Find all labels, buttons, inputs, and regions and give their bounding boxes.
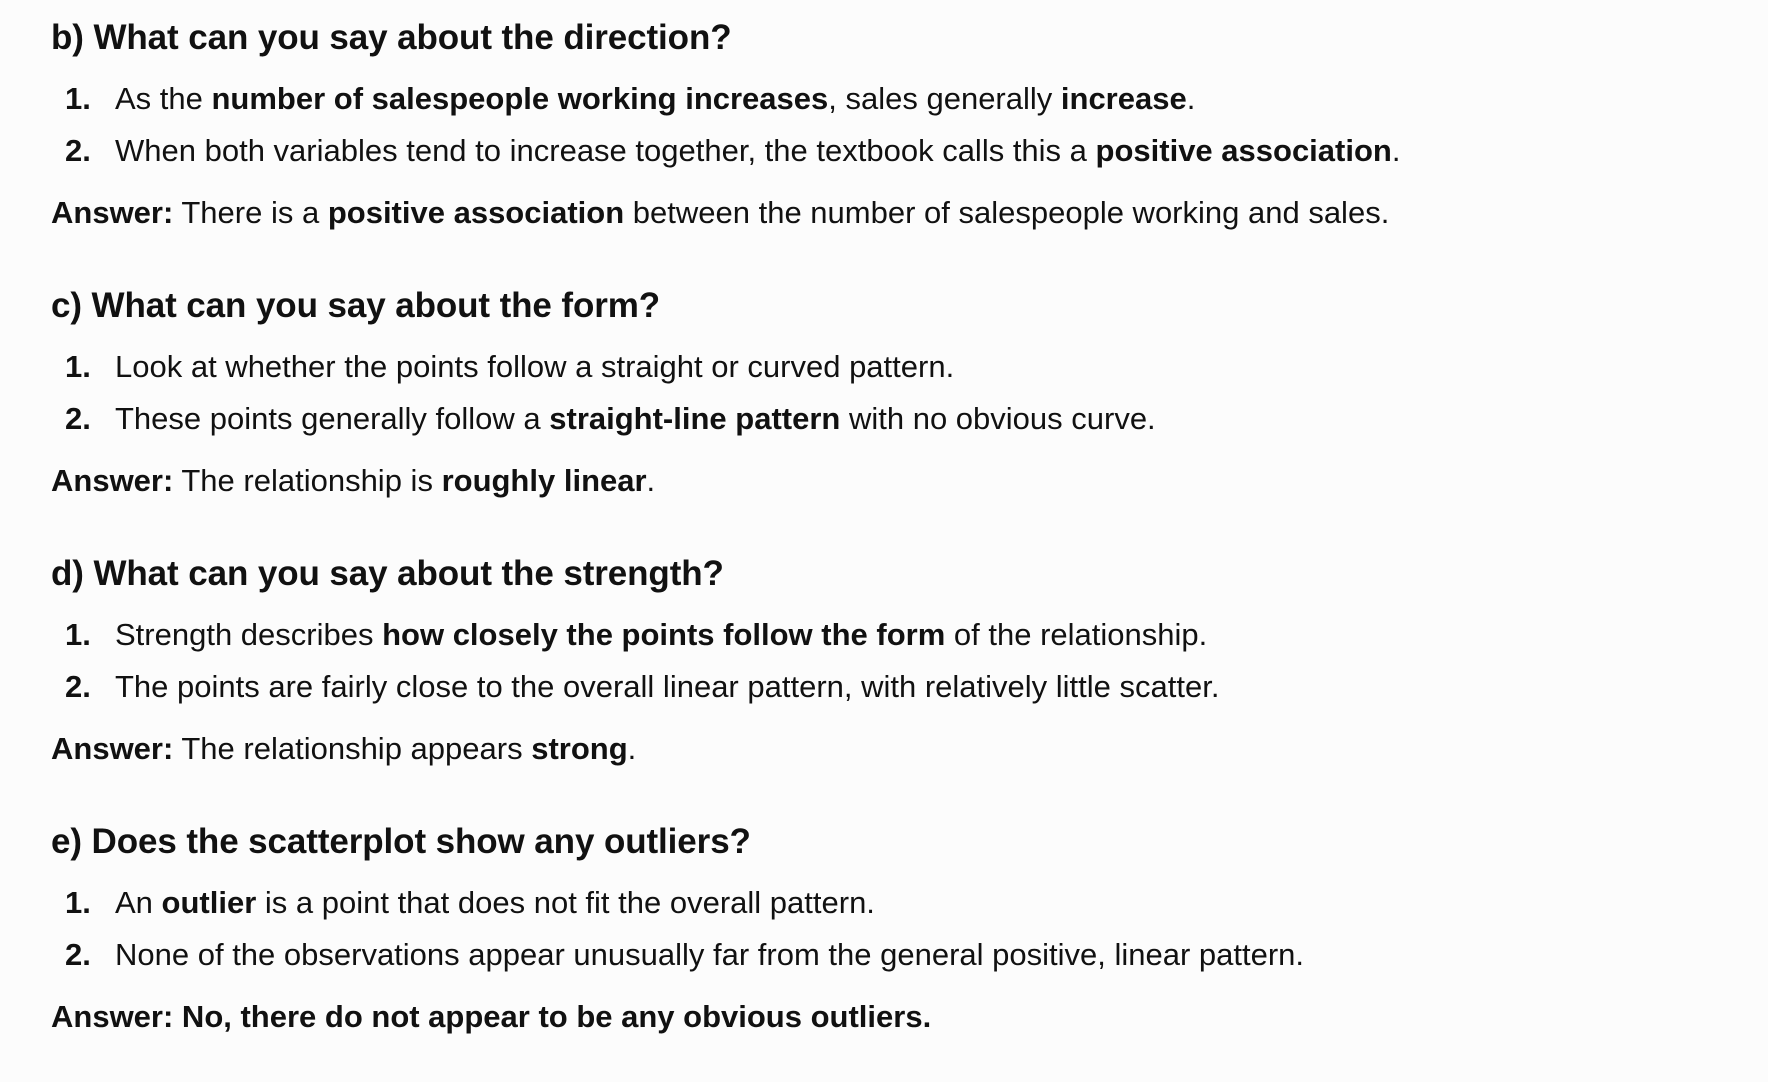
step-text: As the number of salespeople working increases, sales generally increase. [115, 81, 1196, 116]
steps-list [51, 877, 1304, 981]
list-item [51, 877, 1304, 929]
list-item [51, 609, 1219, 661]
step-text: An outlier is a point that does not fit the overall pattern. [115, 885, 875, 920]
step-number: 1. [65, 81, 91, 116]
list-item [51, 341, 1156, 393]
section-heading: b) What can you say about the direction? [51, 18, 732, 57]
step-number: 2. [65, 669, 91, 704]
answer-line: Answer: The relationship appears strong. [51, 731, 637, 766]
step-text: Look at whether the points follow a straight or curved pattern. [115, 349, 955, 384]
step-text: These points generally follow a straight-line pattern with no obvious curve. [115, 401, 1156, 436]
section-heading: e) Does the scatterplot show any outliers? [51, 822, 751, 861]
list-item [51, 393, 1156, 445]
steps-list [51, 73, 1400, 177]
answer-line: Answer: There is a positive association between the number of salespeople working and sales. [51, 195, 1390, 230]
step-text: None of the observations appear unusually far from the general positive, linear pattern. [115, 937, 1305, 972]
answer-label: Answer: [51, 731, 174, 766]
step-number: 2. [65, 937, 91, 972]
step-number: 1. [65, 885, 91, 920]
section-heading: c) What can you say about the form? [51, 286, 661, 325]
section-outliers [51, 821, 1304, 1037]
list-item [51, 125, 1400, 177]
answer-label: Answer: [51, 463, 174, 498]
step-number: 2. [65, 133, 91, 168]
step-text: Strength describes how closely the points follow the form of the relationship. [115, 617, 1208, 652]
step-number: 2. [65, 401, 91, 436]
step-text: The points are fairly close to the overall linear pattern, with relatively little scatter. [115, 669, 1220, 704]
section-form [51, 285, 1156, 501]
steps-list [51, 341, 1156, 445]
answer-line: Answer: No, there do not appear to be any obvious outliers. [51, 999, 932, 1034]
answer-line: Answer: The relationship is roughly linear. [51, 463, 656, 498]
section-strength [51, 553, 1219, 769]
list-item [51, 661, 1219, 713]
section-heading: d) What can you say about the strength? [51, 554, 724, 593]
list-item [51, 73, 1400, 125]
step-number: 1. [65, 349, 91, 384]
list-item [51, 929, 1304, 981]
section-direction [51, 17, 1400, 233]
steps-list [51, 609, 1219, 713]
step-text: When both variables tend to increase together, the textbook calls this a positive association. [115, 133, 1401, 168]
step-number: 1. [65, 617, 91, 652]
answer-label: Answer: [51, 999, 174, 1034]
answer-label: Answer: [51, 195, 174, 230]
